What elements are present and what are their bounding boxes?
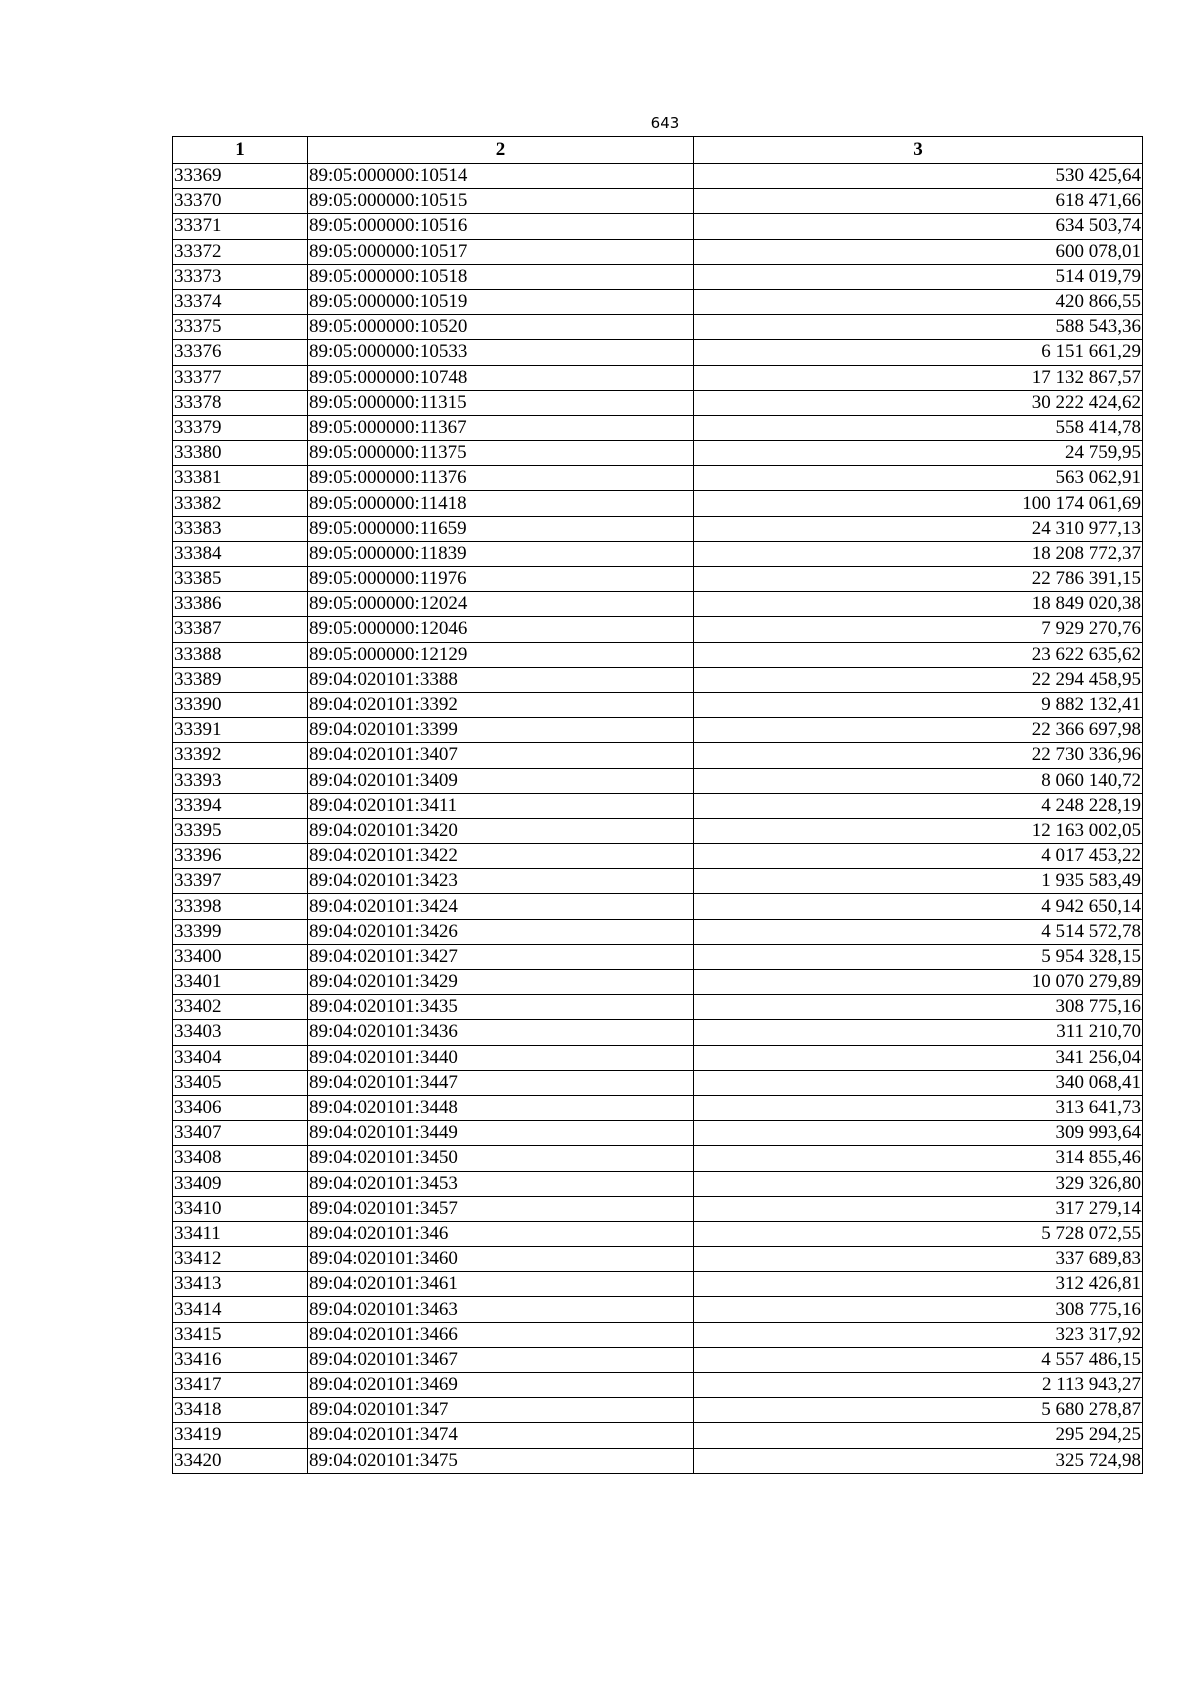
row-number-cell: 33379 <box>173 415 308 440</box>
value-cell: 22 294 458,95 <box>694 667 1143 692</box>
table-row <box>173 214 1143 239</box>
value-cell: 30 222 424,62 <box>694 390 1143 415</box>
cadastral-number-cell: 89:05:000000:11375 <box>308 441 694 466</box>
cadastral-number-cell: 89:05:000000:11376 <box>308 466 694 491</box>
table-row <box>173 617 1143 642</box>
value-cell: 9 882 132,41 <box>694 692 1143 717</box>
value-cell: 4 017 453,22 <box>694 844 1143 869</box>
cadastral-number-cell: 89:04:020101:3448 <box>308 1095 694 1120</box>
table-row <box>173 844 1143 869</box>
value-cell: 17 132 867,57 <box>694 365 1143 390</box>
row-number-cell: 33418 <box>173 1398 308 1423</box>
cadastral-number-cell: 89:04:020101:347 <box>308 1398 694 1423</box>
value-cell: 588 543,36 <box>694 315 1143 340</box>
value-cell: 4 514 572,78 <box>694 919 1143 944</box>
table-row <box>173 541 1143 566</box>
cadastral-number-cell: 89:05:000000:10517 <box>308 239 694 264</box>
table-row <box>173 390 1143 415</box>
row-number-cell: 33387 <box>173 617 308 642</box>
row-number-cell: 33408 <box>173 1146 308 1171</box>
row-number-cell: 33401 <box>173 970 308 995</box>
value-cell: 1 935 583,49 <box>694 869 1143 894</box>
table-row <box>173 189 1143 214</box>
value-cell: 341 256,04 <box>694 1045 1143 1070</box>
value-cell: 311 210,70 <box>694 1020 1143 1045</box>
row-number-cell: 33407 <box>173 1121 308 1146</box>
cadastral-number-cell: 89:05:000000:12046 <box>308 617 694 642</box>
value-cell: 340 068,41 <box>694 1070 1143 1095</box>
table-row <box>173 340 1143 365</box>
cadastral-number-cell: 89:04:020101:3449 <box>308 1121 694 1146</box>
table-row <box>173 1095 1143 1120</box>
cadastral-number-cell: 89:04:020101:3466 <box>308 1322 694 1347</box>
value-cell: 100 174 061,69 <box>694 491 1143 516</box>
table-row <box>173 944 1143 969</box>
value-cell: 618 471,66 <box>694 189 1143 214</box>
cadastral-number-cell: 89:05:000000:11839 <box>308 541 694 566</box>
value-cell: 18 208 772,37 <box>694 541 1143 566</box>
table-row <box>173 415 1143 440</box>
table-row <box>173 642 1143 667</box>
row-number-cell: 33384 <box>173 541 308 566</box>
value-cell: 24 759,95 <box>694 441 1143 466</box>
cadastral-number-cell: 89:05:000000:10514 <box>308 164 694 189</box>
cadastral-number-cell: 89:04:020101:3463 <box>308 1297 694 1322</box>
cadastral-number-cell: 89:04:020101:3427 <box>308 944 694 969</box>
value-cell: 23 622 635,62 <box>694 642 1143 667</box>
cadastral-number-cell: 89:04:020101:3426 <box>308 919 694 944</box>
value-cell: 24 310 977,13 <box>694 516 1143 541</box>
row-number-cell: 33417 <box>173 1373 308 1398</box>
table-row <box>173 1121 1143 1146</box>
row-number-cell: 33399 <box>173 919 308 944</box>
table-row <box>173 743 1143 768</box>
value-cell: 22 786 391,15 <box>694 567 1143 592</box>
cadastral-number-cell: 89:05:000000:11315 <box>308 390 694 415</box>
table-row <box>173 164 1143 189</box>
value-cell: 312 426,81 <box>694 1272 1143 1297</box>
cadastral-number-cell: 89:04:020101:3392 <box>308 692 694 717</box>
cadastral-number-cell: 89:04:020101:3447 <box>308 1070 694 1095</box>
row-number-cell: 33375 <box>173 315 308 340</box>
row-number-cell: 33371 <box>173 214 308 239</box>
cadastral-number-cell: 89:04:020101:3474 <box>308 1423 694 1448</box>
cadastral-number-cell: 89:04:020101:3409 <box>308 768 694 793</box>
table-row <box>173 995 1143 1020</box>
table-row <box>173 516 1143 541</box>
row-number-cell: 33405 <box>173 1070 308 1095</box>
cadastral-number-cell: 89:05:000000:10748 <box>308 365 694 390</box>
row-number-cell: 33383 <box>173 516 308 541</box>
table-row <box>173 793 1143 818</box>
row-number-cell: 33389 <box>173 667 308 692</box>
cadastral-number-cell: 89:04:020101:3399 <box>308 718 694 743</box>
data-table <box>172 136 1143 1474</box>
cadastral-number-cell: 89:04:020101:3461 <box>308 1272 694 1297</box>
row-number-cell: 33373 <box>173 264 308 289</box>
value-cell: 10 070 279,89 <box>694 970 1143 995</box>
column-header-3: 3 <box>694 137 1143 164</box>
table-row <box>173 1070 1143 1095</box>
cadastral-number-cell: 89:05:000000:10519 <box>308 289 694 314</box>
row-number-cell: 33419 <box>173 1423 308 1448</box>
table-row <box>173 1171 1143 1196</box>
value-cell: 2 113 943,27 <box>694 1373 1143 1398</box>
cadastral-number-cell: 89:04:020101:3460 <box>308 1247 694 1272</box>
table-row <box>173 289 1143 314</box>
table-row <box>173 1448 1143 1473</box>
value-cell: 295 294,25 <box>694 1423 1143 1448</box>
value-cell: 337 689,83 <box>694 1247 1143 1272</box>
row-number-cell: 33369 <box>173 164 308 189</box>
table-row <box>173 1045 1143 1070</box>
row-number-cell: 33376 <box>173 340 308 365</box>
row-number-cell: 33404 <box>173 1045 308 1070</box>
value-cell: 325 724,98 <box>694 1448 1143 1473</box>
value-cell: 530 425,64 <box>694 164 1143 189</box>
table-row <box>173 919 1143 944</box>
cadastral-number-cell: 89:05:000000:10515 <box>308 189 694 214</box>
cadastral-number-cell: 89:04:020101:3420 <box>308 818 694 843</box>
cadastral-number-cell: 89:04:020101:3429 <box>308 970 694 995</box>
value-cell: 313 641,73 <box>694 1095 1143 1120</box>
value-cell: 22 366 697,98 <box>694 718 1143 743</box>
value-cell: 4 942 650,14 <box>694 894 1143 919</box>
row-number-cell: 33396 <box>173 844 308 869</box>
table-row <box>173 1272 1143 1297</box>
cadastral-number-cell: 89:05:000000:10533 <box>308 340 694 365</box>
table-row <box>173 1146 1143 1171</box>
cadastral-number-cell: 89:05:000000:11367 <box>308 415 694 440</box>
row-number-cell: 33409 <box>173 1171 308 1196</box>
value-cell: 5 728 072,55 <box>694 1221 1143 1246</box>
table-row <box>173 592 1143 617</box>
cadastral-number-cell: 89:04:020101:346 <box>308 1221 694 1246</box>
cadastral-number-cell: 89:04:020101:3436 <box>308 1020 694 1045</box>
value-cell: 308 775,16 <box>694 1297 1143 1322</box>
row-number-cell: 33398 <box>173 894 308 919</box>
cadastral-number-cell: 89:04:020101:3469 <box>308 1373 694 1398</box>
cadastral-number-cell: 89:04:020101:3411 <box>308 793 694 818</box>
cadastral-number-cell: 89:05:000000:10520 <box>308 315 694 340</box>
column-header-1: 1 <box>173 137 308 164</box>
header-row <box>173 137 1143 164</box>
table-row <box>173 1423 1143 1448</box>
table-row <box>173 491 1143 516</box>
table-body <box>173 164 1143 1474</box>
row-number-cell: 33415 <box>173 1322 308 1347</box>
value-cell: 329 326,80 <box>694 1171 1143 1196</box>
table-row <box>173 1373 1143 1398</box>
value-cell: 634 503,74 <box>694 214 1143 239</box>
row-number-cell: 33414 <box>173 1297 308 1322</box>
value-cell: 514 019,79 <box>694 264 1143 289</box>
row-number-cell: 33410 <box>173 1196 308 1221</box>
table-row <box>173 264 1143 289</box>
row-number-cell: 33378 <box>173 390 308 415</box>
table-row <box>173 768 1143 793</box>
row-number-cell: 33416 <box>173 1347 308 1372</box>
row-number-cell: 33403 <box>173 1020 308 1045</box>
value-cell: 314 855,46 <box>694 1146 1143 1171</box>
cadastral-number-cell: 89:05:000000:10518 <box>308 264 694 289</box>
value-cell: 558 414,78 <box>694 415 1143 440</box>
table-row <box>173 315 1143 340</box>
table-row <box>173 365 1143 390</box>
row-number-cell: 33394 <box>173 793 308 818</box>
table-row <box>173 466 1143 491</box>
cadastral-number-cell: 89:04:020101:3424 <box>308 894 694 919</box>
row-number-cell: 33402 <box>173 995 308 1020</box>
value-cell: 420 866,55 <box>694 289 1143 314</box>
row-number-cell: 33374 <box>173 289 308 314</box>
table-row <box>173 718 1143 743</box>
row-number-cell: 33380 <box>173 441 308 466</box>
value-cell: 8 060 140,72 <box>694 768 1143 793</box>
cadastral-number-cell: 89:04:020101:3440 <box>308 1045 694 1070</box>
cadastral-number-cell: 89:04:020101:3475 <box>308 1448 694 1473</box>
row-number-cell: 33372 <box>173 239 308 264</box>
value-cell: 563 062,91 <box>694 466 1143 491</box>
value-cell: 4 248 228,19 <box>694 793 1143 818</box>
cadastral-number-cell: 89:05:000000:11976 <box>308 567 694 592</box>
row-number-cell: 33395 <box>173 818 308 843</box>
table-row <box>173 1196 1143 1221</box>
value-cell: 12 163 002,05 <box>694 818 1143 843</box>
table-row <box>173 1247 1143 1272</box>
value-cell: 18 849 020,38 <box>694 592 1143 617</box>
table-row <box>173 818 1143 843</box>
value-cell: 6 151 661,29 <box>694 340 1143 365</box>
cadastral-number-cell: 89:05:000000:11659 <box>308 516 694 541</box>
value-cell: 309 993,64 <box>694 1121 1143 1146</box>
cadastral-number-cell: 89:05:000000:12129 <box>308 642 694 667</box>
table-row <box>173 441 1143 466</box>
row-number-cell: 33406 <box>173 1095 308 1120</box>
row-number-cell: 33413 <box>173 1272 308 1297</box>
table-row <box>173 869 1143 894</box>
table-row <box>173 894 1143 919</box>
value-cell: 308 775,16 <box>694 995 1143 1020</box>
row-number-cell: 33370 <box>173 189 308 214</box>
cadastral-number-cell: 89:04:020101:3435 <box>308 995 694 1020</box>
cadastral-number-cell: 89:04:020101:3423 <box>308 869 694 894</box>
row-number-cell: 33386 <box>173 592 308 617</box>
table-row <box>173 239 1143 264</box>
table-row <box>173 1020 1143 1045</box>
table-row <box>173 1398 1143 1423</box>
row-number-cell: 33411 <box>173 1221 308 1246</box>
row-number-cell: 33382 <box>173 491 308 516</box>
table-row <box>173 567 1143 592</box>
row-number-cell: 33397 <box>173 869 308 894</box>
table-row <box>173 970 1143 995</box>
row-number-cell: 33391 <box>173 718 308 743</box>
table-row <box>173 1297 1143 1322</box>
cadastral-number-cell: 89:04:020101:3457 <box>308 1196 694 1221</box>
value-cell: 600 078,01 <box>694 239 1143 264</box>
cadastral-number-cell: 89:04:020101:3407 <box>308 743 694 768</box>
cadastral-number-cell: 89:04:020101:3453 <box>308 1171 694 1196</box>
cadastral-number-cell: 89:05:000000:10516 <box>308 214 694 239</box>
cadastral-number-cell: 89:05:000000:12024 <box>308 592 694 617</box>
value-cell: 317 279,14 <box>694 1196 1143 1221</box>
table-row <box>173 1221 1143 1246</box>
cadastral-number-cell: 89:04:020101:3450 <box>308 1146 694 1171</box>
cadastral-number-cell: 89:04:020101:3388 <box>308 667 694 692</box>
cadastral-number-cell: 89:04:020101:3467 <box>308 1347 694 1372</box>
row-number-cell: 33390 <box>173 692 308 717</box>
value-cell: 5 954 328,15 <box>694 944 1143 969</box>
row-number-cell: 33420 <box>173 1448 308 1473</box>
cadastral-number-cell: 89:05:000000:11418 <box>308 491 694 516</box>
row-number-cell: 33388 <box>173 642 308 667</box>
value-cell: 4 557 486,15 <box>694 1347 1143 1372</box>
column-header-2: 2 <box>308 137 694 164</box>
value-cell: 323 317,92 <box>694 1322 1143 1347</box>
row-number-cell: 33385 <box>173 567 308 592</box>
table-row <box>173 1347 1143 1372</box>
table-row <box>173 667 1143 692</box>
value-cell: 22 730 336,96 <box>694 743 1143 768</box>
cadastral-number-cell: 89:04:020101:3422 <box>308 844 694 869</box>
value-cell: 5 680 278,87 <box>694 1398 1143 1423</box>
table-row <box>173 692 1143 717</box>
row-number-cell: 33393 <box>173 768 308 793</box>
value-cell: 7 929 270,76 <box>694 617 1143 642</box>
row-number-cell: 33412 <box>173 1247 308 1272</box>
row-number-cell: 33392 <box>173 743 308 768</box>
table-row <box>173 1322 1143 1347</box>
page-number: 643 <box>650 114 680 132</box>
row-number-cell: 33377 <box>173 365 308 390</box>
row-number-cell: 33400 <box>173 944 308 969</box>
row-number-cell: 33381 <box>173 466 308 491</box>
